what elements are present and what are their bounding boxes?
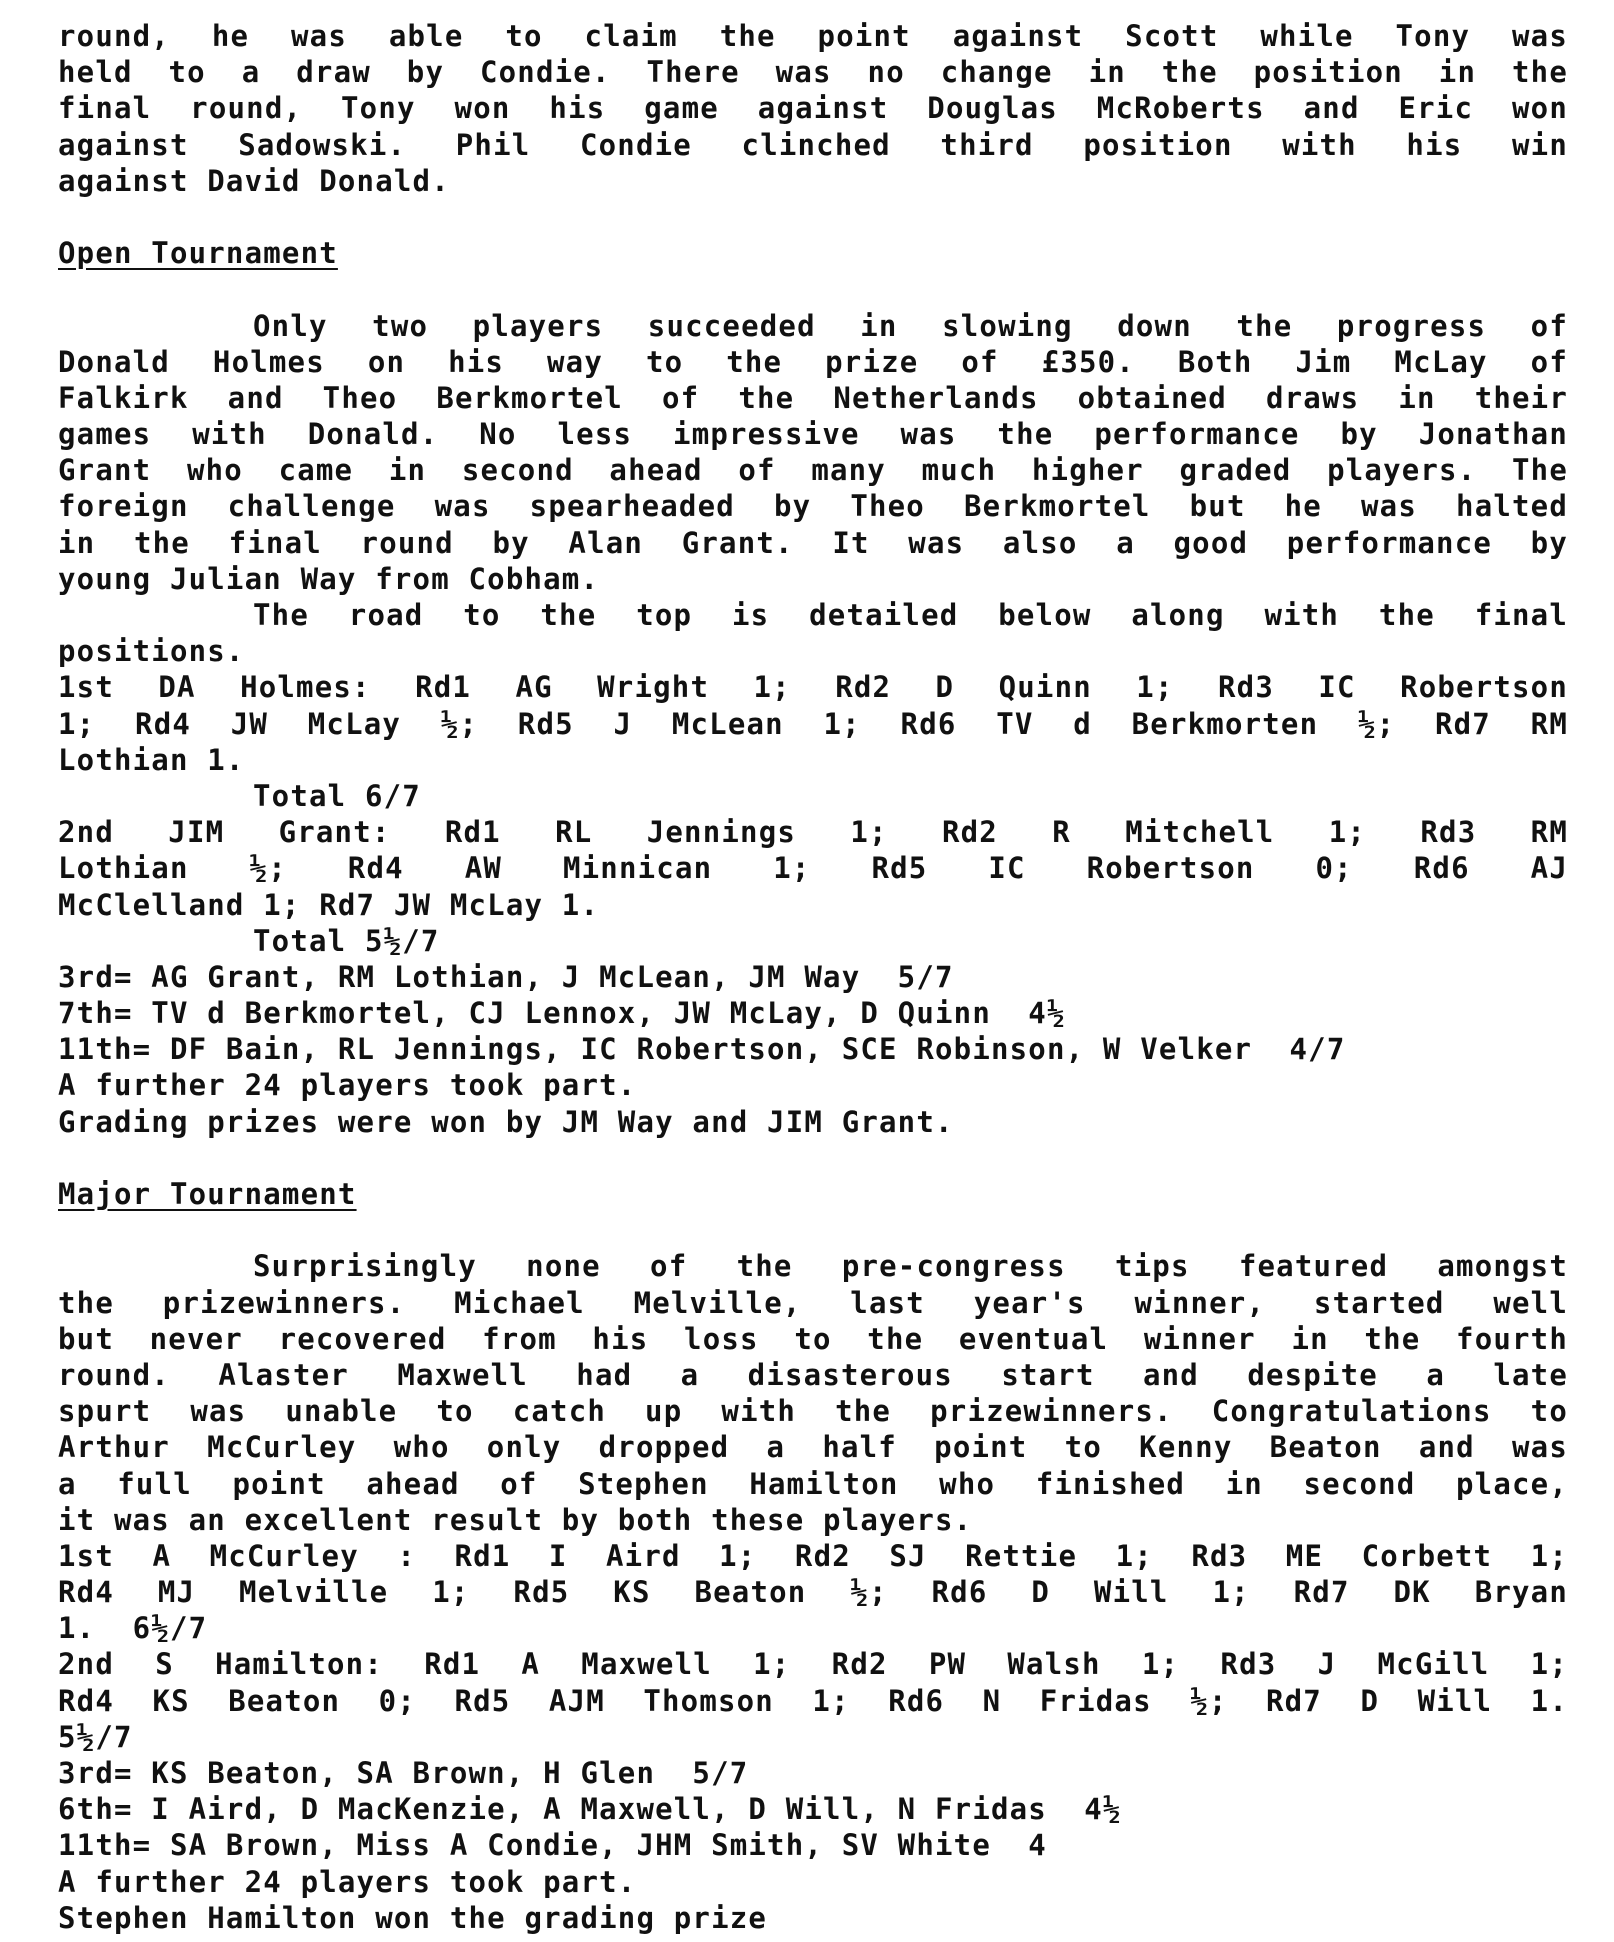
open-tournament-heading [58, 235, 1568, 271]
result-line: 1; Rd4 JW McLay ½; Rd5 J McLean 1; Rd6 TV d Berkmorten ½; Rd7 RM [58, 706, 1568, 741]
result-line: 1st DA Holmes: Rd1 AG Wright 1; Rd2 D Quinn 1; Rd3 IC Robertson [58, 670, 1568, 705]
text-line: spurt was unable to catch up with the prizewinners. Congratulations to [58, 1394, 1568, 1429]
major-second-place [58, 1646, 1568, 1755]
placing-line: 7th= TV d Berkmortel, CJ Lennox, JW McLay, D Quinn 4½ [58, 996, 1066, 1031]
text-line: but never recovered from his loss to the eventual winner in the fourth [58, 1321, 1568, 1356]
result-line: 2nd S Hamilton: Rd1 A Maxwell 1; Rd2 PW Walsh 1; Rd3 J McGill 1; [58, 1647, 1568, 1682]
text-line: held to a draw by Condie. There was no change in the position in the [58, 55, 1568, 90]
result-line: Lothian 1. [58, 742, 245, 777]
major-tournament-heading [58, 1176, 1568, 1212]
result-line: 2nd JIM Grant: Rd1 RL Jennings 1; Rd2 R Mitchell 1; Rd3 RM [58, 815, 1568, 850]
text-line: Falkirk and Theo Berkmortel of the Netherlands obtained draws in their [58, 380, 1568, 415]
open-placings [58, 959, 1568, 1140]
heading-text: Major Tournament [58, 1177, 357, 1211]
spacer [58, 1212, 1568, 1248]
text-line: against David Donald. [58, 163, 450, 198]
text-line: Only two players succeeded in slowing down the progress of [253, 308, 1568, 343]
result-line: Rd4 KS Beaton 0; Rd5 AJM Thomson 1; Rd6 N Fridas ½; Rd7 D Will 1. [58, 1683, 1568, 1718]
placing-line: 11th= SA Brown, Miss A Condie, JHM Smith, SV White 4 [58, 1828, 1047, 1863]
placing-line: 6th= I Aird, D MacKenzie, A Maxwell, D Will, N Fridas 4½ [58, 1792, 1122, 1827]
placing-line: Stephen Hamilton won the grading prize [58, 1900, 768, 1935]
intro-paragraph [58, 18, 1568, 199]
spacer [58, 1140, 1568, 1176]
text-line: young Julian Way from Cobham. [58, 561, 600, 596]
result-line: Lothian ½; Rd4 AW Minnican 1; Rd5 IC Robertson 0; Rd6 AJ [58, 851, 1568, 886]
text-line: final round, Tony won his game against Douglas McRoberts and Eric won [58, 91, 1568, 126]
placing-line: 3rd= AG Grant, RM Lothian, J McLean, JM Way 5/7 [58, 959, 954, 994]
major-first-place [58, 1538, 1568, 1647]
text-line: foreign challenge was spearheaded by Theo Berkmortel but he was halted [58, 489, 1568, 524]
text-line: it was an excellent result by both these players. [58, 1502, 973, 1537]
total-line: Total 5½/7 [253, 923, 440, 958]
open-paragraph [58, 308, 1568, 670]
placing-line: Grading prizes were won by JM Way and JIM Grant. [58, 1104, 954, 1139]
major-paragraph [58, 1248, 1568, 1538]
result-line: Rd4 MJ Melville 1; Rd5 KS Beaton ½; Rd6 D Will 1; Rd7 DK Bryan [58, 1575, 1568, 1610]
major-placings [58, 1755, 1568, 1936]
spacer [58, 271, 1568, 307]
result-line: 5½/7 [58, 1719, 133, 1754]
spacer [58, 199, 1568, 235]
text-line: round. Alaster Maxwell had a disasterous start and despite a late [58, 1357, 1568, 1392]
text-line: Surprisingly none of the pre-congress tips featured amongst [253, 1249, 1568, 1284]
result-line: 1st A McCurley : Rd1 I Aird 1; Rd2 SJ Rettie 1; Rd3 ME Corbett 1; [58, 1538, 1568, 1573]
text-line: positions. [58, 634, 245, 669]
text-line: The road to the top is detailed below along with the final [253, 598, 1568, 632]
result-line: 1. 6½/7 [58, 1611, 208, 1646]
text-line: Arthur McCurley who only dropped a half point to Kenny Beaton and was [58, 1430, 1568, 1465]
text-line: the prizewinners. Michael Melville, last year's winner, started well [58, 1285, 1568, 1320]
placing-line: A further 24 players took part. [58, 1068, 637, 1103]
open-second-place [58, 814, 1568, 959]
text-line: against Sadowski. Phil Condie clinched third position with his win [58, 127, 1568, 162]
text-line: round, he was able to claim the point against Scott while Tony was [58, 19, 1568, 53]
total-line: Total 6/7 [253, 778, 421, 813]
heading-text: Open Tournament [58, 236, 338, 271]
placing-line: 3rd= KS Beaton, SA Brown, H Glen 5/7 [58, 1756, 749, 1790]
text-line: in the final round by Alan Grant. It was also a good performance by [58, 525, 1568, 560]
document-page [58, 18, 1568, 1936]
text-line: Grant who came in second ahead of many much higher graded players. The [58, 453, 1568, 488]
text-line: a full point ahead of Stephen Hamilton who finished in second place, [58, 1466, 1568, 1501]
text-line: games with Donald. No less impressive was the performance by Jonathan [58, 417, 1568, 452]
placing-line: 11th= DF Bain, RL Jennings, IC Robertson, SCE Robinson, W Velker 4/7 [58, 1032, 1346, 1067]
result-line: McClelland 1; Rd7 JW McLay 1. [58, 887, 600, 922]
text-line: Donald Holmes on his way to the prize of £350. Both Jim McLay of [58, 344, 1568, 379]
open-first-place [58, 669, 1568, 814]
placing-line: A further 24 players took part. [58, 1864, 637, 1899]
